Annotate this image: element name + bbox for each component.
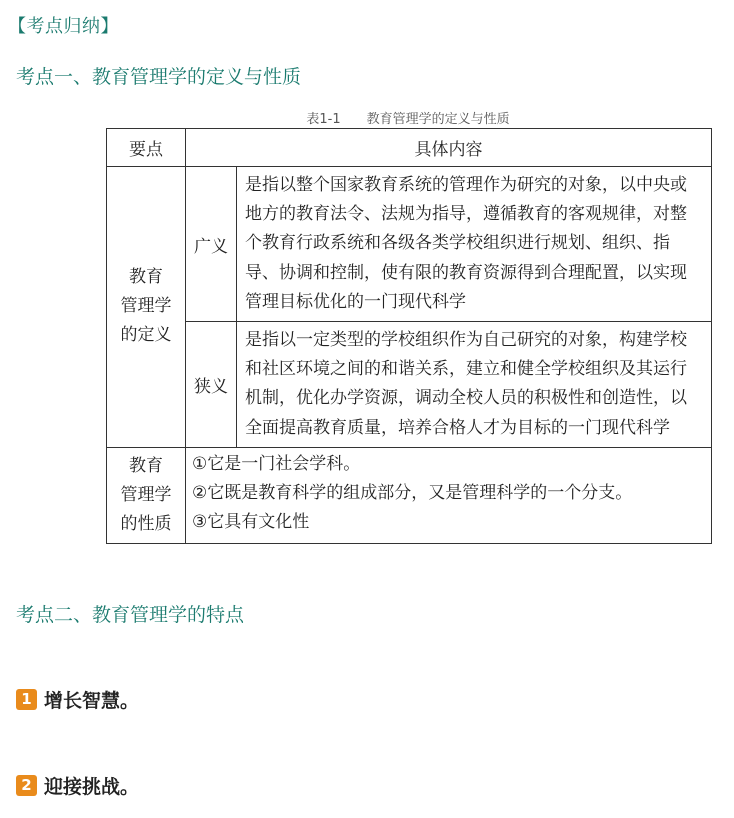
nature-content	[186, 447, 712, 543]
table-row	[107, 322, 712, 448]
header-content: 具体内容	[186, 129, 712, 167]
row-label-definition	[107, 167, 186, 448]
row-label-line: 教育	[129, 455, 163, 476]
heading-key-point-1: 考点一、教育管理学的定义与性质	[16, 66, 302, 88]
row-label-line: 的定义	[120, 325, 172, 346]
list-item	[16, 686, 139, 713]
section-tag: 【考点归纳】	[8, 16, 119, 37]
row-label-line: 管理学	[120, 296, 172, 317]
header-key-point: 要点	[107, 129, 186, 167]
table-row	[107, 447, 712, 543]
nature-item: ③它具有文化性	[192, 511, 310, 532]
table-header-row	[107, 129, 712, 167]
row-label-line: 教育	[129, 267, 163, 288]
list-item	[16, 772, 139, 799]
narrow-sense-label: 狭义	[186, 322, 237, 448]
broad-sense-text: 是指以整个国家教育系统的管理作为研究的对象，以中央或地方的教育法令、法规为指导，遵循教育的客观规律，对整个教育行政系统和各级各类学校组织进行规划、组织、指导、协调和控制，使有限的教育资源得到合理配置，以实现管理目标优化的一门现代科学	[237, 167, 712, 322]
table-caption: 表1-1 教育管理学的定义与性质	[306, 112, 510, 127]
number-badge: 1	[16, 689, 37, 710]
number-badge: 2	[16, 775, 37, 796]
definition-nature-table	[106, 128, 712, 544]
list-item-text: 迎接挑战。	[44, 776, 140, 798]
narrow-sense-text: 是指以一定类型的学校组织作为自己研究的对象，构建学校和社区环境之间的和谐关系，建立和健全学校组织及其运行机制，优化办学资源，调动全校人员的积极性和创造性，以全面提高教育质量，培养合格人才为目标的一门现代科学	[237, 322, 712, 448]
nature-item: ①它是一门社会学科。	[192, 453, 361, 474]
broad-sense-label: 广义	[186, 167, 237, 322]
heading-key-point-2: 考点二、教育管理学的特点	[16, 604, 245, 626]
table-row	[107, 167, 712, 322]
nature-item: ②它既是教育科学的组成部分，又是管理科学的一个分支。	[192, 482, 633, 503]
row-label-line: 管理学	[120, 484, 172, 505]
list-item-text: 增长智慧。	[44, 690, 140, 712]
row-label-nature	[107, 447, 186, 543]
row-label-line: 的性质	[120, 513, 172, 534]
